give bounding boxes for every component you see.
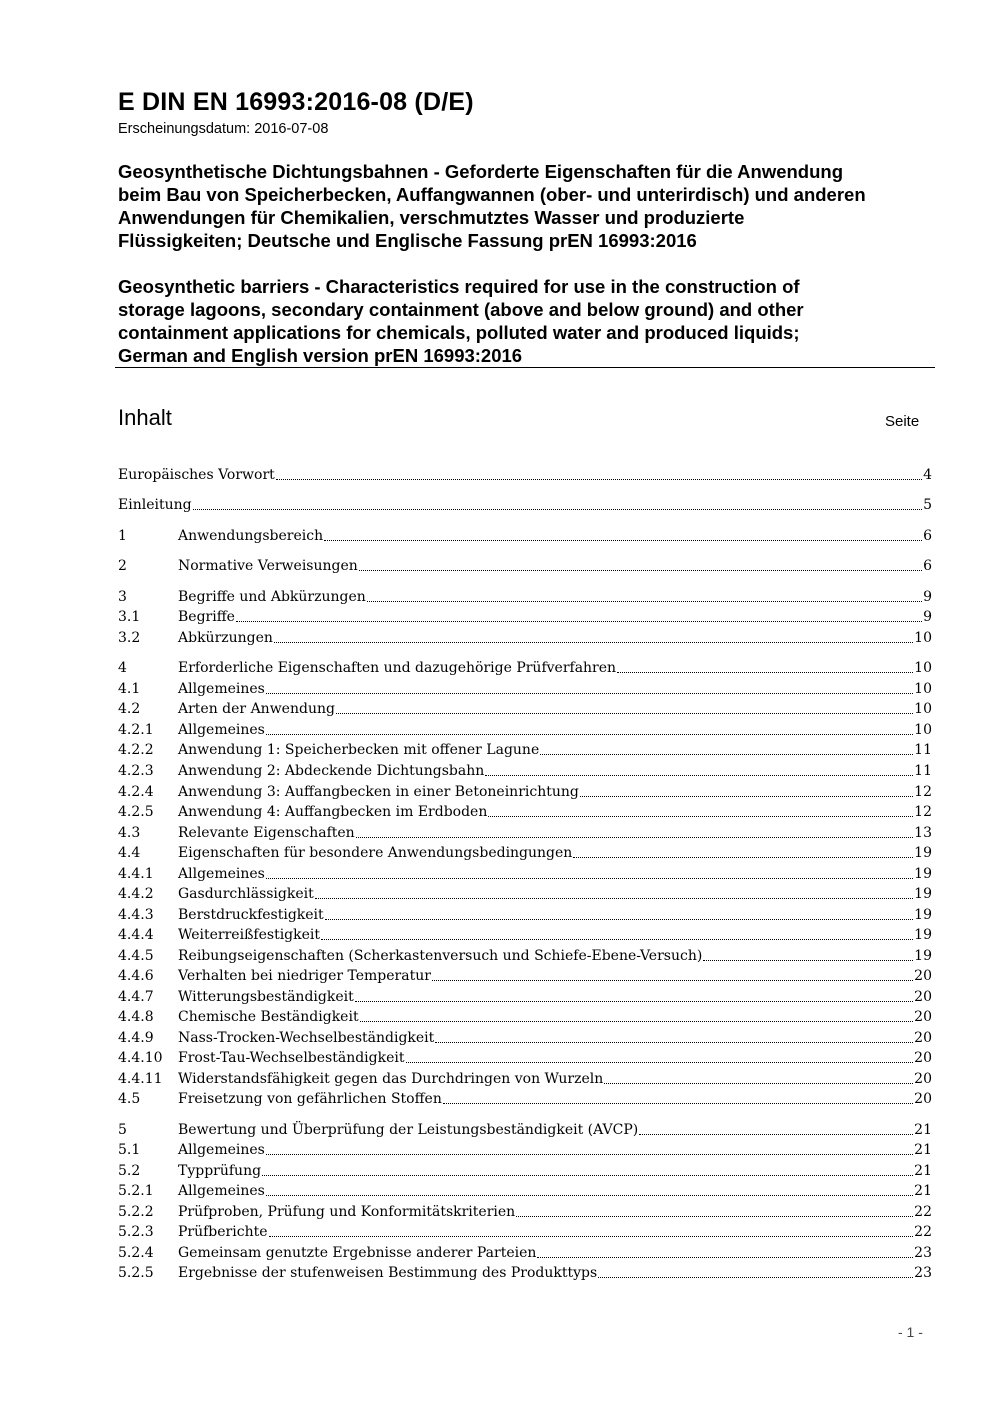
toc-entry-number: 5.2.4 [118, 1245, 154, 1261]
toc-entry[interactable] [118, 884, 932, 904]
toc-entry-page: 9 [923, 609, 932, 625]
toc-entry-title: Allgemeines [178, 1142, 265, 1158]
toc-entry-title: Allgemeines [178, 1183, 265, 1199]
toc-dot-leader [324, 539, 922, 541]
toc-entry-page: 23 [914, 1265, 932, 1281]
toc-entry-page: 10 [914, 681, 932, 697]
toc-dot-leader [276, 478, 922, 480]
toc-entry[interactable] [118, 1120, 932, 1140]
toc-entry[interactable] [118, 526, 932, 546]
toc-dot-leader [639, 1133, 913, 1135]
toc-entry-title: Prüfproben, Prüfung und Konformitätskriterien [178, 1204, 516, 1220]
toc-entry-title: Chemische Beständigkeit [178, 1009, 359, 1025]
toc-entry-page: 10 [914, 701, 932, 717]
toc-dot-leader [315, 897, 913, 899]
toc-dot-leader [406, 1061, 914, 1063]
toc-entry-page: 20 [914, 1050, 932, 1066]
toc-dot-leader [580, 795, 913, 797]
toc-entry-page: 19 [914, 866, 932, 882]
toc-entry-number: 4.4.3 [118, 907, 154, 923]
toc-dot-leader [336, 712, 913, 714]
toc-entry[interactable] [118, 823, 932, 843]
toc-dot-leader [573, 856, 913, 858]
toc-entry-title: Allgemeines [178, 866, 265, 882]
toc-entry[interactable] [118, 1028, 932, 1048]
toc-entry-number: 4.4 [118, 845, 141, 861]
toc-entry[interactable] [118, 679, 932, 699]
toc-entry[interactable] [118, 587, 932, 607]
toc-dot-leader [360, 1020, 914, 1022]
toc-entry-page: 11 [914, 763, 932, 779]
toc-entry-number: 4.1 [118, 681, 141, 697]
toc-entry-page: 5 [923, 497, 932, 513]
toc-entry-page: 21 [914, 1183, 932, 1199]
toc-entry-page: 9 [923, 589, 932, 605]
toc-entry-title: Freisetzung von gefährlichen Stoffen [178, 1091, 442, 1107]
toc-entry-title: Erforderliche Eigenschaften und dazugehörige Prüfverfahren [178, 660, 617, 676]
toc-entry[interactable] [118, 740, 932, 760]
toc-entry-title: Eigenschaften für besondere Anwendungsbedingungen [178, 845, 573, 861]
toc-entry-title: Relevante Eigenschaften [178, 825, 355, 841]
toc-entry-page: 20 [914, 1091, 932, 1107]
toc-entry-title: Frost-Tau-Wechselbeständigkeit [178, 1050, 405, 1066]
title-english [118, 275, 938, 367]
toc-entry-page: 20 [914, 1009, 932, 1025]
toc-entry-title: Gasdurchlässigkeit [178, 886, 314, 902]
toc-entry-title: Anwendung 1: Speicherbecken mit offener Lagune [178, 742, 540, 758]
toc-dot-leader [262, 1174, 913, 1176]
toc-entry-page: 13 [914, 825, 932, 841]
toc-heading: Inhalt [118, 405, 172, 430]
toc-entry-title: Normative Verweisungen [178, 558, 358, 574]
toc-entry[interactable] [118, 607, 932, 627]
toc-entry-number: 5.1 [118, 1142, 141, 1158]
toc-entry-page: 19 [914, 845, 932, 861]
toc-entry-number: 4.4.2 [118, 886, 154, 902]
toc-entry-title: Typprüfung [178, 1163, 262, 1179]
toc-dot-leader [540, 753, 913, 755]
toc-entry-number: 4.3 [118, 825, 141, 841]
toc-entry-page: 22 [914, 1204, 932, 1220]
title-english-line: Geosynthetic barriers - Characteristics required for use in the construction of [118, 276, 800, 297]
toc-entry[interactable] [118, 966, 932, 986]
toc-entry-page: 11 [914, 742, 932, 758]
toc-entry-number: 5.2 [118, 1163, 141, 1179]
toc-dot-leader [367, 600, 922, 602]
toc-entry-number: 4.2.2 [118, 742, 154, 758]
toc-dot-leader [325, 918, 914, 920]
toc-entry-number: 4.4.4 [118, 927, 154, 943]
toc-entry-number: 4.4.7 [118, 989, 154, 1005]
toc-entry-title: Begriffe [178, 609, 235, 625]
toc-entry-number: 3.1 [118, 609, 141, 625]
toc-entry-page: 19 [914, 927, 932, 943]
toc-entry-page: 6 [923, 558, 932, 574]
toc-entry-number: 4.4.10 [118, 1050, 163, 1066]
toc-entry[interactable] [118, 1181, 932, 1201]
toc-entry-number: 4.4.11 [118, 1071, 163, 1087]
title-german-line: Geosynthetische Dichtungsbahnen - Geforderte Eigenschaften für die Anwendung [118, 161, 844, 182]
toc-entry-number: 4.4.1 [118, 866, 154, 882]
publication-date: Erscheinungsdatum: 2016-07-08 [118, 121, 329, 137]
title-german [118, 160, 938, 252]
toc-entry-page: 4 [923, 467, 932, 483]
page-number: - 1 - [898, 1324, 923, 1340]
toc-dot-leader [432, 979, 913, 981]
toc-page-column-label: Seite [885, 413, 920, 430]
toc-dot-leader [355, 1000, 913, 1002]
toc-entry-page: 22 [914, 1224, 932, 1240]
toc-entry[interactable] [118, 761, 932, 781]
toc-entry-page: 12 [914, 784, 932, 800]
toc-entry-title: Europäisches Vorwort [118, 467, 275, 483]
toc-entry[interactable] [118, 1007, 932, 1027]
toc-entry[interactable] [118, 556, 932, 576]
toc-entry-page: 21 [914, 1122, 932, 1138]
toc-entry[interactable] [118, 1243, 932, 1263]
toc-entry-number: 4.5 [118, 1091, 141, 1107]
toc-entry[interactable] [118, 1222, 932, 1242]
toc-entry-title: Allgemeines [178, 681, 265, 697]
toc-entry-page: 23 [914, 1245, 932, 1261]
toc-dot-leader [266, 1153, 913, 1155]
toc-entry-title: Einleitung [118, 497, 192, 513]
toc-entry-number: 4.2 [118, 701, 141, 717]
document-id: E DIN EN 16993:2016-08 (D/E) [118, 88, 474, 116]
toc-entry-page: 19 [914, 948, 932, 964]
toc-entry-title: Anwendung 2: Abdeckende Dichtungsbahn [178, 763, 485, 779]
title-german-line: Flüssigkeiten; Deutsche und Englische Fassung prEN 16993:2016 [118, 230, 697, 251]
toc-entry-page: 19 [914, 907, 932, 923]
toc-entry-title: Anwendung 4: Auffangbecken im Erdboden [178, 804, 488, 820]
toc-entry-title: Abkürzungen [178, 630, 273, 646]
toc-entry-title: Anwendung 3: Auffangbecken in einer Betoneinrichtung [178, 784, 579, 800]
toc-entry-number: 1 [118, 528, 127, 544]
toc-entry-page: 10 [914, 660, 932, 676]
toc-dot-leader [266, 733, 913, 735]
toc-entry-title: Ergebnisse der stufenweisen Bestimmung des Produkttyps [178, 1265, 598, 1281]
toc-entry[interactable] [118, 946, 932, 966]
toc-entry[interactable] [118, 1048, 932, 1068]
toc-entry-title: Prüfberichte [178, 1224, 268, 1240]
toc-entry[interactable] [118, 802, 932, 822]
toc-entry-page: 20 [914, 989, 932, 1005]
toc-entry[interactable] [118, 864, 932, 884]
toc-entry-title: Weiterreißfestigkeit [178, 927, 321, 943]
toc-entry-title: Bewertung und Überprüfung der Leistungsbeständigkeit (AVCP) [178, 1122, 639, 1138]
toc-entry[interactable] [118, 1202, 932, 1222]
toc-entry-title: Begriffe und Abkürzungen [178, 589, 366, 605]
toc-entry-page: 20 [914, 1030, 932, 1046]
toc-entry[interactable] [118, 495, 932, 515]
toc-entry-number: 3.2 [118, 630, 141, 646]
toc-dot-leader [604, 1082, 913, 1084]
title-german-line: beim Bau von Speicherbecken, Auffangwannen (ober- und unterirdisch) und anderen [118, 184, 866, 205]
toc-entry-number: 4.4.9 [118, 1030, 154, 1046]
toc-entry-title: Reibungseigenschaften (Scherkastenversuch und Schiefe-Ebene-Versuch) [178, 948, 703, 964]
toc-entry-page: 21 [914, 1142, 932, 1158]
toc-entry-title: Widerstandsfähigkeit gegen das Durchdringen von Wurzeln [178, 1071, 604, 1087]
title-english-line: containment applications for chemicals, polluted water and produced liquids; [118, 322, 800, 343]
title-english-line: storage lagoons, secondary containment (above and below ground) and other [118, 299, 804, 320]
toc-entry-number: 4.2.1 [118, 722, 154, 738]
toc-entry-page: 20 [914, 1071, 932, 1087]
toc-entry-title: Anwendungsbereich [178, 528, 324, 544]
toc-entry[interactable] [118, 925, 932, 945]
toc-dot-leader [598, 1276, 913, 1278]
toc-entry-title: Nass-Trocken-Wechselbeständigkeit [178, 1030, 435, 1046]
toc-entry-number: 4.2.3 [118, 763, 154, 779]
toc-entry-number: 4 [118, 660, 127, 676]
toc-dot-leader [703, 959, 913, 961]
toc-entry-number: 5.2.2 [118, 1204, 154, 1220]
toc-dot-leader [443, 1102, 913, 1104]
title-german-line: Anwendungen für Chemikalien, verschmutztes Wasser und produzierte [118, 207, 745, 228]
title-english-line: German and English version prEN 16993:2016 [118, 345, 523, 366]
toc-entry[interactable] [118, 1140, 932, 1160]
toc-entry-number: 5 [118, 1122, 127, 1138]
toc-entry-number: 4.2.4 [118, 784, 154, 800]
toc-entry[interactable] [118, 1069, 932, 1089]
toc-dot-leader [274, 641, 913, 643]
toc-entry[interactable] [118, 843, 932, 863]
toc-entry-page: 12 [914, 804, 932, 820]
toc-entry-number: 2 [118, 558, 127, 574]
toc-entry[interactable] [118, 699, 932, 719]
toc-entry-title: Witterungsbeständigkeit [178, 989, 354, 1005]
toc-entry-page: 21 [914, 1163, 932, 1179]
toc-entry-number: 4.4.5 [118, 948, 154, 964]
toc-dot-leader [356, 836, 913, 838]
toc-entry[interactable] [118, 1263, 932, 1283]
toc-dot-leader [435, 1041, 913, 1043]
toc-entry-page: 20 [914, 968, 932, 984]
toc-dot-leader [488, 815, 913, 817]
toc-entry-title: Berstdruckfestigkeit [178, 907, 324, 923]
toc-dot-leader [266, 692, 913, 694]
toc-dot-leader [359, 569, 922, 571]
toc-entry-number: 3 [118, 589, 127, 605]
toc-entry[interactable] [118, 905, 932, 925]
toc-dot-leader [516, 1215, 913, 1217]
toc-dot-leader [617, 671, 913, 673]
toc-entry-page: 10 [914, 722, 932, 738]
toc-entry-number: 5.2.5 [118, 1265, 154, 1281]
toc-entry[interactable] [118, 987, 932, 1007]
toc-entry[interactable] [118, 658, 932, 678]
toc-entry-number: 4.4.8 [118, 1009, 154, 1025]
toc-dot-leader [537, 1256, 913, 1258]
toc-entry-number: 4.4.6 [118, 968, 154, 984]
toc-entry[interactable] [118, 1089, 932, 1109]
toc-entry[interactable] [118, 1161, 932, 1181]
toc-entry-title: Gemeinsam genutzte Ergebnisse anderer Parteien [178, 1245, 537, 1261]
title-divider [115, 367, 935, 368]
toc-entry-page: 19 [914, 886, 932, 902]
toc-entry[interactable] [118, 465, 932, 485]
toc-dot-leader [485, 774, 913, 776]
toc-dot-leader [193, 508, 923, 510]
toc-entry-title: Verhalten bei niedriger Temperatur [178, 968, 431, 984]
toc-entry[interactable] [118, 720, 932, 740]
toc-entry[interactable] [118, 782, 932, 802]
toc-entry-number: 5.2.1 [118, 1183, 154, 1199]
toc-entry-page: 10 [914, 630, 932, 646]
toc-dot-leader [266, 1194, 913, 1196]
toc-dot-leader [269, 1235, 914, 1237]
toc-entry[interactable] [118, 628, 932, 648]
toc-entry-page: 6 [923, 528, 932, 544]
toc-entry-number: 5.2.3 [118, 1224, 154, 1240]
toc-entry-number: 4.2.5 [118, 804, 154, 820]
toc-entry-title: Arten der Anwendung [178, 701, 335, 717]
toc-entry-title: Allgemeines [178, 722, 265, 738]
toc-dot-leader [266, 877, 913, 879]
toc-dot-leader [236, 620, 922, 622]
toc-dot-leader [321, 938, 913, 940]
